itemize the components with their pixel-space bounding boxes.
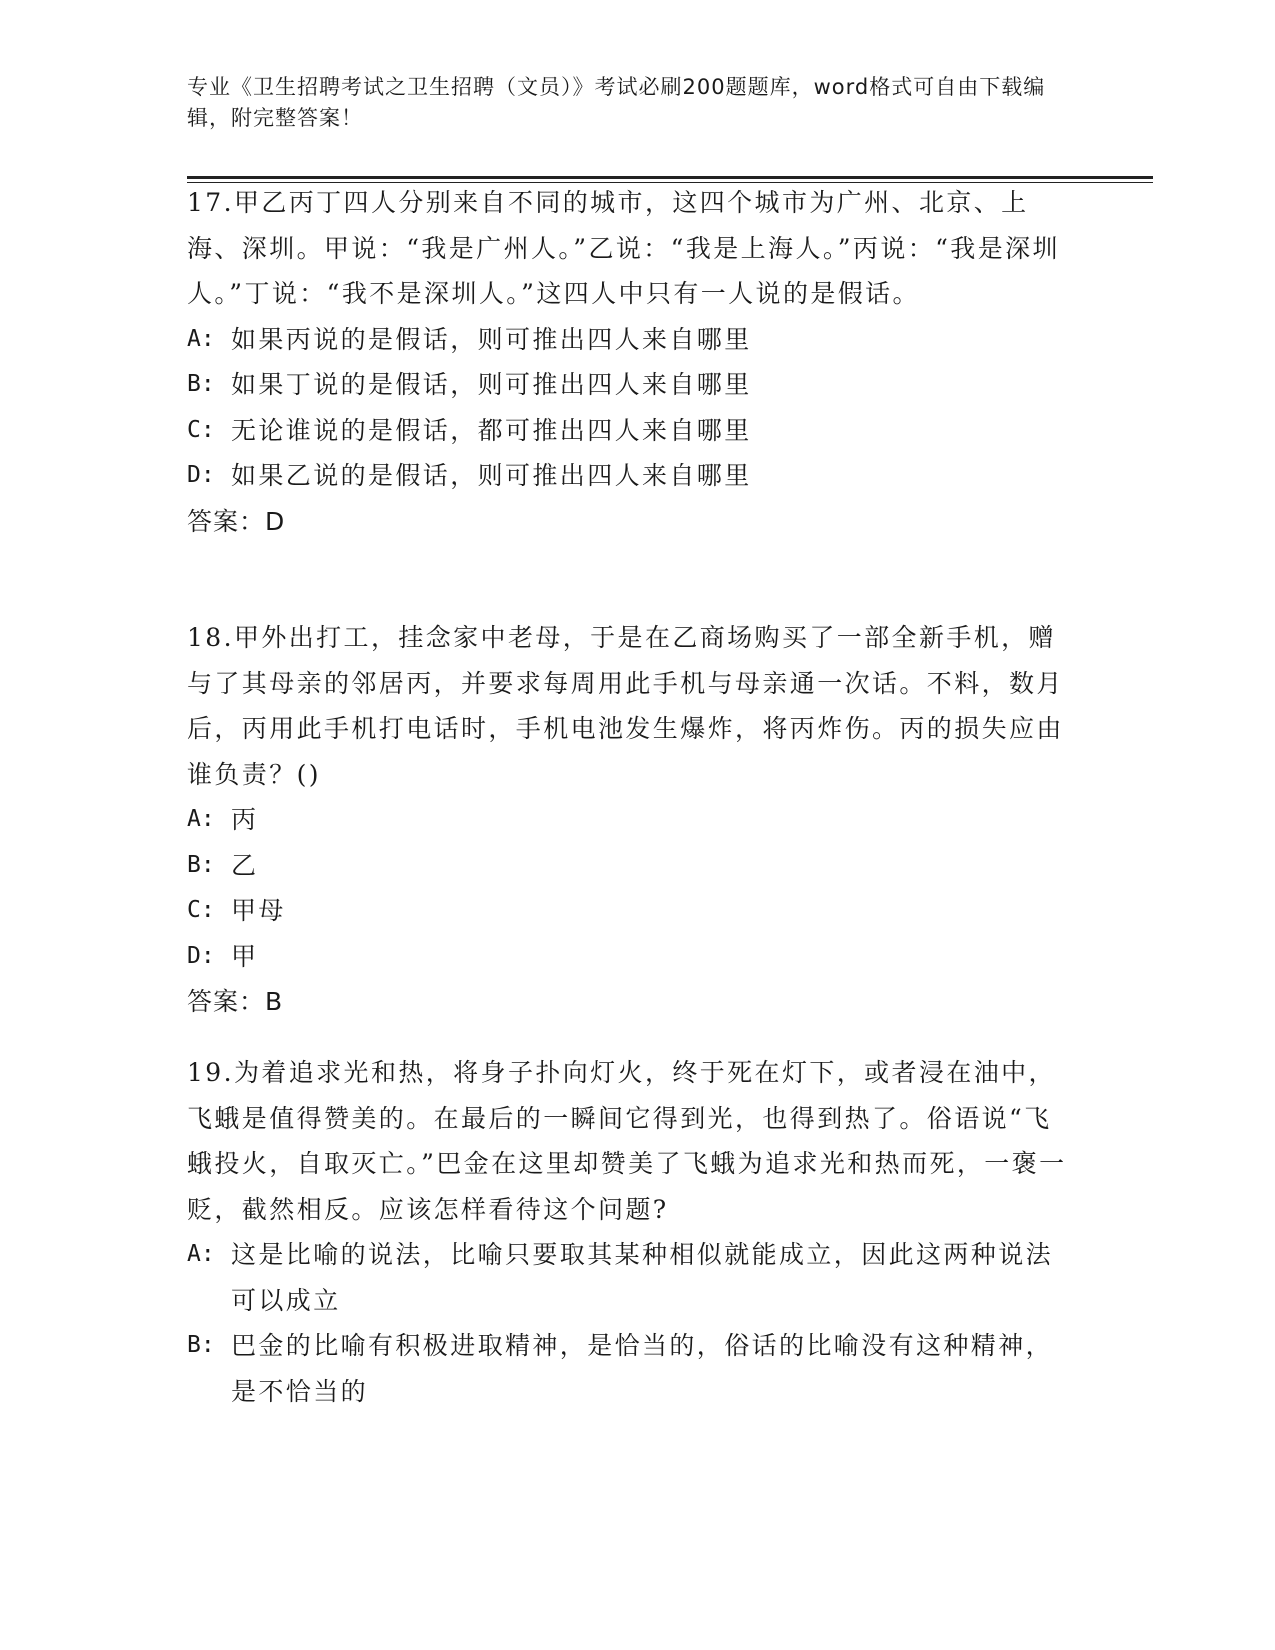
option-text: 乙 [231, 850, 259, 880]
option-letter: B: [187, 851, 215, 878]
option-letter: C: [187, 897, 215, 923]
option-text: 如果乙说的是假话，则可推出四人来自哪里 [231, 461, 752, 490]
option-letter: B: [187, 1332, 215, 1358]
option-text: 甲 [231, 941, 259, 971]
question-18 [187, 615, 1067, 1025]
option-text: 无论谁说的是假话，都可推出四人来自哪里 [231, 415, 752, 445]
option-a [187, 1232, 1067, 1323]
question-19 [187, 1050, 1067, 1414]
option-letter: A: [187, 325, 215, 352]
option-b [187, 843, 1067, 889]
option-letter: A: [187, 1241, 215, 1267]
option-text: 如果丙说的是假话，则可推出四人来自哪里 [231, 324, 752, 354]
option-c [187, 408, 1067, 454]
option-d [187, 453, 1067, 499]
answer-line: 答案：B [187, 987, 284, 1016]
option-text: 如果丁说的是假话，则可推出四人来自哪里 [231, 370, 752, 399]
document-header: 专业《卫生招聘考试之卫生招聘（文员）》考试必刷200题题库，word格式可自由下载编辑，附完整答案！ [187, 75, 1046, 130]
question-17 [187, 180, 1067, 544]
header-rule-thick [187, 176, 1153, 179]
option-text: 巴金的比喻有积极进取精神，是恰当的，俗话的比喻没有这种精神，是不恰当的 [231, 1331, 1054, 1406]
option-text: 这是比喻的说法，比喻只要取其某种相似就能成立，因此这两种说法可以成立 [231, 1240, 1054, 1315]
option-a [187, 317, 1067, 363]
question-stem: 17.甲乙丙丁四人分别来自不同的城市，这四个城市为广州、北京、上海、深圳。甲说：“我是广州人。”乙说：“我是上海人。”丙说：“我是深圳人。”丁说：“我不是深圳人。”这四人中只有一人说的是假话。 [187, 188, 1060, 308]
option-letter: D: [187, 462, 215, 488]
option-letter: B: [187, 371, 215, 397]
question-stem: 19.为着追求光和热，将身子扑向灯火，终于死在灯下，或者浸在油中，飞蛾是值得赞美的。在最后的一瞬间它得到光，也得到热了。俗语说“飞蛾投火，自取灭亡。”巴金在这里却赞美了飞蛾为追求光和热而死，一褒一贬，截然相反。应该怎样看待这个问题? [187, 1058, 1067, 1224]
option-d [187, 934, 1067, 980]
option-a [187, 797, 1067, 843]
option-text: 丙 [231, 805, 259, 834]
option-b [187, 1323, 1067, 1414]
question-stem: 18.甲外出打工，挂念家中老母，于是在乙商场购买了一部全新手机，赠与了其母亲的邻居丙，并要求每周用此手机与母亲通一次话。不料，数月后，丙用此手机打电话时，手机电池发生爆炸，将丙炸伤。丙的损失应由谁负责？() [187, 623, 1064, 789]
option-c [187, 888, 1067, 934]
option-b [187, 362, 1067, 408]
option-letter: A: [187, 806, 215, 832]
answer-line: 答案：D [187, 506, 286, 536]
option-text: 甲母 [231, 896, 286, 925]
option-letter: D: [187, 942, 215, 969]
option-letter: C: [187, 416, 215, 443]
